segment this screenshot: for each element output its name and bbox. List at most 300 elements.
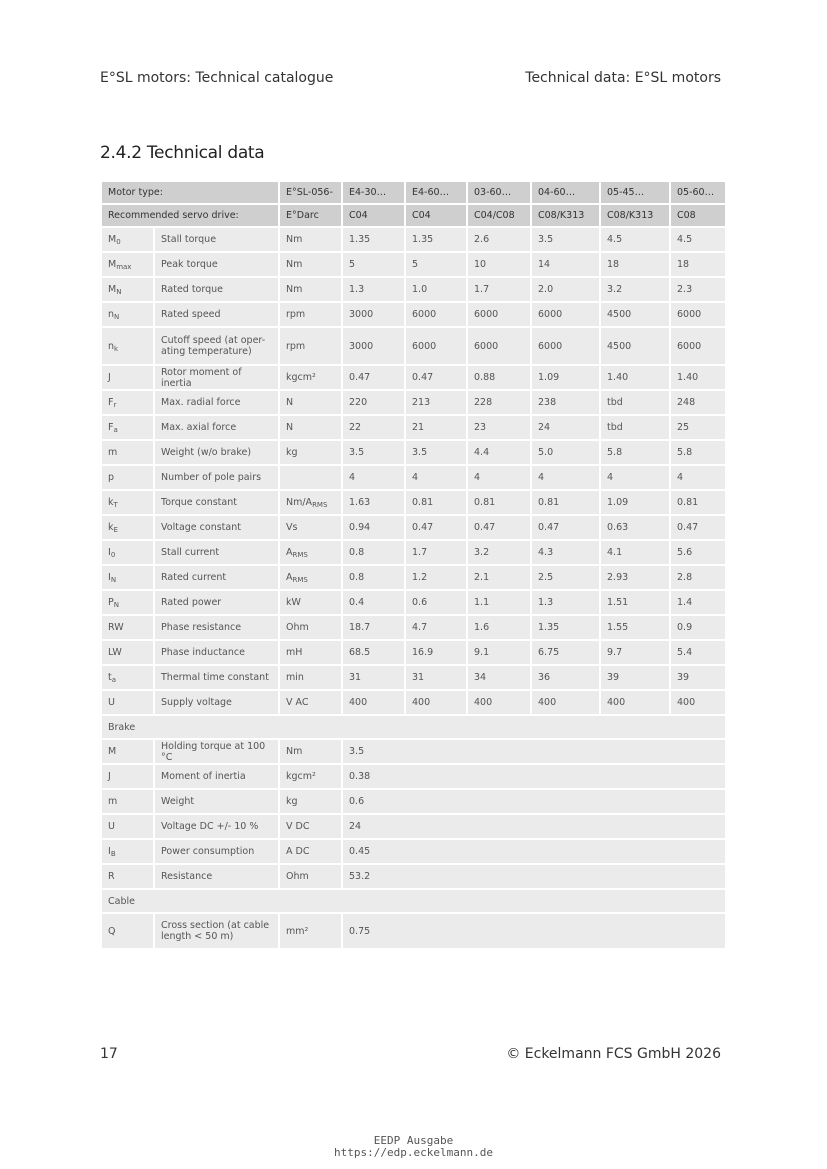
table-row bbox=[101, 390, 726, 415]
value-cell: tbd bbox=[600, 415, 670, 440]
symbol: k bbox=[108, 522, 114, 533]
value-cell: 9.7 bbox=[600, 640, 670, 665]
unit-cell bbox=[279, 440, 342, 465]
description-cell: Stall torque bbox=[154, 227, 279, 252]
value-cell: 213 bbox=[405, 390, 467, 415]
table-row bbox=[101, 913, 726, 949]
unit-subscript: RMS bbox=[292, 551, 308, 559]
symbol-subscript: a bbox=[113, 426, 118, 434]
unit: Nm bbox=[286, 746, 303, 757]
symbol-cell bbox=[101, 365, 154, 390]
table-body bbox=[101, 181, 726, 949]
header-cell: 03-60… bbox=[467, 181, 531, 204]
description-cell: Weight (w/o brake) bbox=[154, 440, 279, 465]
symbol-cell bbox=[101, 764, 154, 789]
value-cell: 6.75 bbox=[531, 640, 600, 665]
table-row bbox=[101, 715, 726, 739]
description-cell: Phase inductance bbox=[154, 640, 279, 665]
unit: V AC bbox=[286, 697, 309, 708]
value-cell: 4.5 bbox=[600, 227, 670, 252]
unit: A bbox=[286, 572, 293, 583]
symbol-cell bbox=[101, 490, 154, 515]
page-number: 17 bbox=[100, 1046, 118, 1062]
value-cell: 0.81 bbox=[467, 490, 531, 515]
value-cell: 228 bbox=[467, 390, 531, 415]
header-cell: E°SL-056- bbox=[279, 181, 342, 204]
table-row bbox=[101, 690, 726, 715]
symbol: I bbox=[108, 572, 111, 583]
unit-cell bbox=[279, 540, 342, 565]
value-cell: 4 bbox=[467, 465, 531, 490]
header-cell: C04 bbox=[342, 204, 405, 227]
symbol-subscript: T bbox=[113, 501, 118, 509]
value-cell: 4500 bbox=[600, 327, 670, 365]
table-row bbox=[101, 302, 726, 327]
symbol: P bbox=[108, 597, 114, 608]
unit-cell bbox=[279, 515, 342, 540]
value-cell: 1.40 bbox=[670, 365, 726, 390]
value-cell: 39 bbox=[670, 665, 726, 690]
header-cell: E°Darc bbox=[279, 204, 342, 227]
unit-cell bbox=[279, 814, 342, 839]
unit-cell bbox=[279, 864, 342, 889]
unit: Vs bbox=[286, 522, 298, 533]
value-cell: 0.63 bbox=[600, 515, 670, 540]
value-cell: 0.45 bbox=[342, 839, 726, 864]
value-cell: 1.51 bbox=[600, 590, 670, 615]
value-cell: 3.5 bbox=[405, 440, 467, 465]
symbol-subscript: E bbox=[113, 526, 118, 534]
value-cell: 1.35 bbox=[531, 615, 600, 640]
description-cell: Max. radial force bbox=[154, 390, 279, 415]
value-cell: 400 bbox=[531, 690, 600, 715]
symbol: J bbox=[108, 372, 111, 383]
value-cell: 2.0 bbox=[531, 277, 600, 302]
symbol-cell bbox=[101, 690, 154, 715]
value-cell: tbd bbox=[600, 390, 670, 415]
value-cell: 0.81 bbox=[531, 490, 600, 515]
value-cell: 220 bbox=[342, 390, 405, 415]
unit-cell bbox=[279, 913, 342, 949]
symbol-subscript: 0 bbox=[110, 551, 116, 559]
value-cell: 1.3 bbox=[342, 277, 405, 302]
unit: kW bbox=[286, 597, 301, 608]
unit-cell bbox=[279, 327, 342, 365]
description-cell: Power consumption bbox=[154, 839, 279, 864]
value-cell: 1.55 bbox=[600, 615, 670, 640]
value-cell: 4 bbox=[342, 465, 405, 490]
unit-cell bbox=[279, 227, 342, 252]
unit: V DC bbox=[286, 821, 310, 832]
value-cell: 0.47 bbox=[342, 365, 405, 390]
symbol-subscript: N bbox=[113, 601, 119, 609]
value-cell: 25 bbox=[670, 415, 726, 440]
table-row bbox=[101, 839, 726, 864]
value-cell: 14 bbox=[531, 252, 600, 277]
symbol-cell bbox=[101, 302, 154, 327]
table-row bbox=[101, 490, 726, 515]
unit: Nm/A bbox=[286, 497, 313, 508]
symbol: U bbox=[108, 821, 115, 832]
unit: Nm bbox=[286, 234, 303, 245]
symbol-cell bbox=[101, 615, 154, 640]
symbol: R bbox=[108, 871, 115, 882]
table-row bbox=[101, 365, 726, 390]
table-row bbox=[101, 327, 726, 365]
value-cell: 24 bbox=[531, 415, 600, 440]
value-cell: 4.1 bbox=[600, 540, 670, 565]
description-cell: Resistance bbox=[154, 864, 279, 889]
header-label: Motor type: bbox=[101, 181, 279, 204]
value-cell: 1.6 bbox=[467, 615, 531, 640]
symbol-cell bbox=[101, 739, 154, 764]
symbol: t bbox=[108, 672, 112, 683]
table-row bbox=[101, 739, 726, 764]
value-cell: 0.47 bbox=[670, 515, 726, 540]
description-cell: Weight bbox=[154, 789, 279, 814]
symbol: M bbox=[108, 284, 117, 295]
value-cell: 4.4 bbox=[467, 440, 531, 465]
value-cell: 4 bbox=[670, 465, 726, 490]
value-cell: 1.4 bbox=[670, 590, 726, 615]
value-cell: 5.0 bbox=[531, 440, 600, 465]
table-row bbox=[101, 227, 726, 252]
value-cell: 5 bbox=[342, 252, 405, 277]
description-cell: Torque constant bbox=[154, 490, 279, 515]
symbol-cell bbox=[101, 665, 154, 690]
table-row bbox=[101, 277, 726, 302]
unit-cell bbox=[279, 302, 342, 327]
symbol: U bbox=[108, 697, 115, 708]
unit: mm² bbox=[286, 925, 309, 937]
unit-cell bbox=[279, 739, 342, 764]
value-cell: 2.8 bbox=[670, 565, 726, 590]
symbol-subscript: 0 bbox=[116, 238, 121, 246]
table-row bbox=[101, 252, 726, 277]
value-cell: 1.7 bbox=[405, 540, 467, 565]
symbol-subscript: max bbox=[116, 263, 132, 271]
unit-cell bbox=[279, 640, 342, 665]
symbol-subscript: a bbox=[111, 676, 117, 684]
section-label: Brake bbox=[101, 715, 726, 739]
value-cell: 1.35 bbox=[342, 227, 405, 252]
value-cell: 4500 bbox=[600, 302, 670, 327]
symbol: Q bbox=[108, 925, 116, 937]
description-cell: Stall current bbox=[154, 540, 279, 565]
header-cell: E4-30… bbox=[342, 181, 405, 204]
value-cell: 18 bbox=[600, 252, 670, 277]
table-header-row bbox=[101, 204, 726, 227]
symbol-cell bbox=[101, 515, 154, 540]
value-cell: 5.4 bbox=[670, 640, 726, 665]
value-cell: 9.1 bbox=[467, 640, 531, 665]
value-cell: 238 bbox=[531, 390, 600, 415]
value-cell: 3.2 bbox=[600, 277, 670, 302]
running-header-left: E°SL motors: Technical catalogue bbox=[100, 70, 334, 86]
value-cell: 4 bbox=[405, 465, 467, 490]
description-cell: Supply voltage bbox=[154, 690, 279, 715]
symbol: M bbox=[108, 746, 117, 757]
symbol-cell bbox=[101, 327, 154, 365]
symbol: n bbox=[108, 309, 115, 320]
description-cell: Peak torque bbox=[154, 252, 279, 277]
symbol: n bbox=[108, 340, 115, 352]
header-cell: C04/C08 bbox=[467, 204, 531, 227]
symbol-cell bbox=[101, 640, 154, 665]
unit-cell bbox=[279, 490, 342, 515]
value-cell: 0.9 bbox=[670, 615, 726, 640]
unit-cell bbox=[279, 252, 342, 277]
table-header-row bbox=[101, 181, 726, 204]
table-row bbox=[101, 515, 726, 540]
unit-cell bbox=[279, 390, 342, 415]
description-cell: Phase resistance bbox=[154, 615, 279, 640]
value-cell: 6000 bbox=[405, 327, 467, 365]
unit: kgcm² bbox=[286, 372, 316, 383]
value-cell: 6000 bbox=[531, 327, 600, 365]
value-cell: 1.63 bbox=[342, 490, 405, 515]
value-cell: 0.47 bbox=[531, 515, 600, 540]
value-cell: 6000 bbox=[467, 327, 531, 365]
value-cell: 1.09 bbox=[531, 365, 600, 390]
value-cell: 2.3 bbox=[670, 277, 726, 302]
value-cell: 18.7 bbox=[342, 615, 405, 640]
watermark-line-2: https://edp.eckelmann.de bbox=[334, 1146, 493, 1159]
unit: N bbox=[286, 397, 294, 408]
table-row bbox=[101, 565, 726, 590]
value-cell: 1.2 bbox=[405, 565, 467, 590]
value-cell: 1.35 bbox=[405, 227, 467, 252]
header-cell: C08 bbox=[670, 204, 726, 227]
header-cell: C08/K313 bbox=[531, 204, 600, 227]
value-cell: 24 bbox=[342, 814, 726, 839]
symbol: F bbox=[108, 397, 114, 408]
symbol-cell bbox=[101, 540, 154, 565]
value-cell: 1.1 bbox=[467, 590, 531, 615]
unit-cell bbox=[279, 365, 342, 390]
symbol-subscript: N bbox=[116, 288, 122, 296]
unit-cell bbox=[279, 839, 342, 864]
value-cell: 34 bbox=[467, 665, 531, 690]
value-cell: 400 bbox=[670, 690, 726, 715]
description-cell: Cutoff speed (at oper-ating temperature) bbox=[154, 327, 279, 365]
symbol-cell bbox=[101, 789, 154, 814]
description-cell: Rated torque bbox=[154, 277, 279, 302]
table-row bbox=[101, 764, 726, 789]
value-cell: 18 bbox=[670, 252, 726, 277]
symbol-subscript: B bbox=[110, 850, 116, 858]
symbol-subscript: r bbox=[113, 401, 117, 409]
table-row bbox=[101, 465, 726, 490]
unit-cell bbox=[279, 415, 342, 440]
unit-cell bbox=[279, 764, 342, 789]
symbol-cell bbox=[101, 415, 154, 440]
value-cell: 2.1 bbox=[467, 565, 531, 590]
table-row bbox=[101, 440, 726, 465]
value-cell: 0.47 bbox=[405, 515, 467, 540]
value-cell: 21 bbox=[405, 415, 467, 440]
symbol: m bbox=[108, 447, 118, 458]
symbol: F bbox=[108, 422, 114, 433]
symbol: RW bbox=[108, 622, 124, 633]
value-cell: 0.38 bbox=[342, 764, 726, 789]
symbol: M bbox=[108, 234, 117, 245]
unit-cell bbox=[279, 615, 342, 640]
symbol-cell bbox=[101, 814, 154, 839]
table-row bbox=[101, 640, 726, 665]
value-cell: 4.3 bbox=[531, 540, 600, 565]
value-cell: 0.8 bbox=[342, 540, 405, 565]
table-row bbox=[101, 864, 726, 889]
symbol: J bbox=[108, 771, 111, 782]
table-row bbox=[101, 665, 726, 690]
unit-cell bbox=[279, 789, 342, 814]
value-cell: 3000 bbox=[342, 302, 405, 327]
value-cell: 6000 bbox=[531, 302, 600, 327]
table-row bbox=[101, 590, 726, 615]
value-cell: 3000 bbox=[342, 327, 405, 365]
table-row bbox=[101, 789, 726, 814]
unit: rpm bbox=[286, 309, 306, 320]
section-title: 2.4.2 Technical data bbox=[100, 143, 265, 163]
unit-cell bbox=[279, 565, 342, 590]
symbol-cell bbox=[101, 227, 154, 252]
unit-subscript: RMS bbox=[312, 501, 328, 509]
value-cell: 0.94 bbox=[342, 515, 405, 540]
value-cell: 0.6 bbox=[342, 789, 726, 814]
value-cell: 5.8 bbox=[670, 440, 726, 465]
value-cell: 6000 bbox=[670, 327, 726, 365]
value-cell: 1.7 bbox=[467, 277, 531, 302]
copyright: © Eckelmann FCS GmbH 2026 bbox=[506, 1046, 721, 1062]
value-cell: 3.2 bbox=[467, 540, 531, 565]
symbol-cell bbox=[101, 252, 154, 277]
description-cell: Moment of inertia bbox=[154, 764, 279, 789]
symbol-cell bbox=[101, 864, 154, 889]
value-cell: 400 bbox=[467, 690, 531, 715]
value-cell: 4 bbox=[600, 465, 670, 490]
value-cell: 0.6 bbox=[405, 590, 467, 615]
description-cell: Thermal time constant bbox=[154, 665, 279, 690]
header-cell: 04-60… bbox=[531, 181, 600, 204]
watermark-line-1: EEDP Ausgabe bbox=[373, 1134, 454, 1147]
unit: Nm bbox=[286, 284, 303, 295]
description-cell: Rated speed bbox=[154, 302, 279, 327]
value-cell: 400 bbox=[405, 690, 467, 715]
header-cell: C08/K313 bbox=[600, 204, 670, 227]
unit: min bbox=[286, 672, 304, 683]
value-cell: 3.5 bbox=[342, 739, 726, 764]
symbol-cell bbox=[101, 590, 154, 615]
description-cell: Max. axial force bbox=[154, 415, 279, 440]
symbol-cell bbox=[101, 465, 154, 490]
symbol: LW bbox=[108, 647, 122, 658]
unit: Ohm bbox=[286, 622, 309, 633]
value-cell: 248 bbox=[670, 390, 726, 415]
value-cell: 1.09 bbox=[600, 490, 670, 515]
value-cell: 5.8 bbox=[600, 440, 670, 465]
description-cell: Rotor moment of inertia bbox=[154, 365, 279, 390]
value-cell: 0.47 bbox=[467, 515, 531, 540]
description-cell: Number of pole pairs bbox=[154, 465, 279, 490]
header-cell: 05-45… bbox=[600, 181, 670, 204]
value-cell: 6000 bbox=[467, 302, 531, 327]
unit-cell bbox=[279, 465, 342, 490]
header-cell: C04 bbox=[405, 204, 467, 227]
value-cell: 400 bbox=[600, 690, 670, 715]
section-label: Cable bbox=[101, 889, 726, 913]
running-header-right: Technical data: E°SL motors bbox=[525, 70, 721, 86]
symbol-subscript: k bbox=[114, 344, 119, 353]
value-cell: 2.93 bbox=[600, 565, 670, 590]
value-cell: 0.88 bbox=[467, 365, 531, 390]
unit: A bbox=[286, 547, 293, 558]
table-row bbox=[101, 415, 726, 440]
technical-data-table bbox=[100, 180, 727, 950]
table-row bbox=[101, 615, 726, 640]
value-cell: 4.5 bbox=[670, 227, 726, 252]
value-cell: 6000 bbox=[405, 302, 467, 327]
value-cell: 1.3 bbox=[531, 590, 600, 615]
table-row bbox=[101, 540, 726, 565]
value-cell: 0.81 bbox=[405, 490, 467, 515]
symbol-subscript: N bbox=[110, 576, 117, 584]
symbol-cell bbox=[101, 913, 154, 949]
unit: rpm bbox=[286, 340, 306, 352]
table-row bbox=[101, 814, 726, 839]
symbol-cell bbox=[101, 390, 154, 415]
symbol-subscript: N bbox=[114, 313, 120, 321]
value-cell: 5.6 bbox=[670, 540, 726, 565]
value-cell: 39 bbox=[600, 665, 670, 690]
symbol-cell bbox=[101, 839, 154, 864]
value-cell: 22 bbox=[342, 415, 405, 440]
symbol: p bbox=[108, 472, 115, 483]
unit: kgcm² bbox=[286, 771, 316, 782]
symbol-cell bbox=[101, 565, 154, 590]
value-cell: 10 bbox=[467, 252, 531, 277]
value-cell: 3.5 bbox=[531, 227, 600, 252]
symbol: I bbox=[108, 547, 111, 558]
value-cell: 31 bbox=[405, 665, 467, 690]
value-cell: 16.9 bbox=[405, 640, 467, 665]
value-cell: 2.5 bbox=[531, 565, 600, 590]
value-cell: 23 bbox=[467, 415, 531, 440]
value-cell: 53.2 bbox=[342, 864, 726, 889]
unit: mH bbox=[286, 647, 303, 658]
value-cell: 2.6 bbox=[467, 227, 531, 252]
table-row bbox=[101, 889, 726, 913]
symbol: k bbox=[108, 497, 114, 508]
value-cell: 3.5 bbox=[342, 440, 405, 465]
symbol: m bbox=[108, 796, 118, 807]
unit: N bbox=[286, 422, 294, 433]
unit: kg bbox=[286, 796, 298, 807]
unit: kg bbox=[286, 447, 298, 458]
description-cell: Voltage constant bbox=[154, 515, 279, 540]
value-cell: 6000 bbox=[670, 302, 726, 327]
description-cell: Rated power bbox=[154, 590, 279, 615]
description-cell: Voltage DC +/- 10 % bbox=[154, 814, 279, 839]
unit-cell bbox=[279, 277, 342, 302]
value-cell: 31 bbox=[342, 665, 405, 690]
unit: Nm bbox=[286, 259, 303, 270]
unit-cell bbox=[279, 590, 342, 615]
symbol: M bbox=[108, 259, 117, 270]
value-cell: 0.47 bbox=[405, 365, 467, 390]
symbol-cell bbox=[101, 277, 154, 302]
symbol-cell bbox=[101, 440, 154, 465]
